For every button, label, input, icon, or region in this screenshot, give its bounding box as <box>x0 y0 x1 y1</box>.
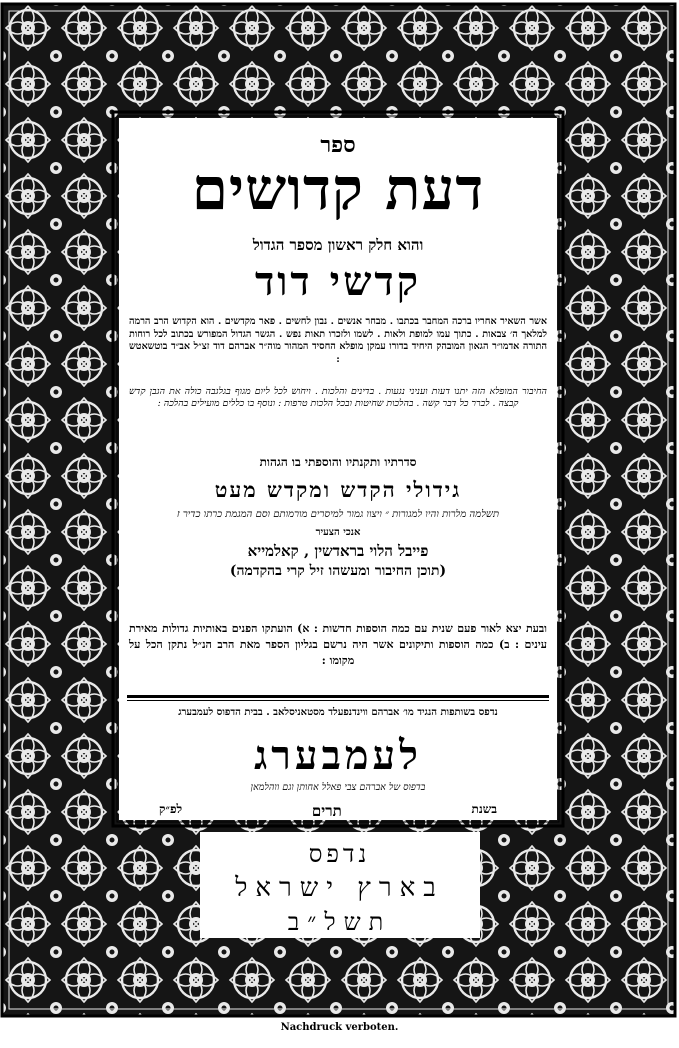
anochi-line: אנכי הצעיר <box>315 527 361 538</box>
footer-note: Nachdruck verboten. <box>280 1022 399 1033</box>
year-row <box>159 802 497 821</box>
book-name: קדשי דוד <box>254 258 422 305</box>
author-place: קאלמייא <box>247 542 299 560</box>
divider-thick <box>127 695 549 698</box>
press-line: בדפוס של אברהם צבי פאלל אחותן וגם ווהלמאן <box>250 782 426 793</box>
reprint-place: בארץ ישראל <box>235 873 444 903</box>
divider-thin <box>127 700 549 701</box>
new-edition-paragraph: ובעת יצא לאור פעם שנית עם כמה הוספות חדשות : א) הועתקו הפנים באותיות גדולות מאירת עינים : ב) כמה הוספות ותיקונים אשר היה נרשם בגליון הספר מאת הרב הנ״ל נתקן הכל על מקומו : <box>129 622 547 667</box>
publisher-line: נדפס בשותפות הנגיד מו׳ אברהם ווינדנפעלד מסטאניסלאב . בבית הדפוס לעמבערג <box>178 707 498 718</box>
title-panel <box>119 118 557 820</box>
sefer-heading: ספר <box>320 132 356 158</box>
editor-intro: סדרתיו ותקנתיו והוספתי בו הגהות <box>259 455 417 469</box>
author-line <box>119 542 557 561</box>
year-suffix: לפ״ק <box>159 802 183 816</box>
year-value: תרים <box>311 802 342 820</box>
city-name: לעמבערג <box>254 732 422 779</box>
praise-paragraph: אשר השאיר אחריו ברכה המחבר בכתבו . מבחר אנשים . נבון לחשים . פאר מקדשים . הוא הקדוש הרב הרמה למלאך ה׳ צבאות . כתוך עמו למופת ולאות . לשמו ולזכרו תאות נפש . הגשר הגדול המפורש בכתוב לכל רוחות התורה אדמו״ר הגאון המובהק היחיד בדורו עמקן מופלא החסיד המהור מוה״ר אברהם דוד זצ״ל אב״ד בוטשאטש : <box>129 316 547 365</box>
glosses-title: גידולי הקדש ומקדש מעט <box>214 477 462 502</box>
author-name: פייבל הלוי בראדשין , <box>303 542 429 560</box>
reprint-year: תשל״ב <box>287 908 392 936</box>
subtitle: והוא חלק ראשון מספר הגדול <box>252 236 424 254</box>
main-title: דעת קדושים <box>191 155 485 223</box>
glosses-description: תשלמה מלרות והיו למגורות ״ ויצוו גמור למיסרים מורמותם וסם המגמת כרתו כדיר ז <box>176 509 500 520</box>
year-prefix: בשנת <box>471 802 497 816</box>
contents-note: (תוכן החיבור ומעשהו זיל קרי בהקדמה) <box>229 563 447 579</box>
reprint-printed: נדפס <box>308 840 371 868</box>
description-paragraph: החיבור המופלא הזה יתנו דעות ועניני נגעות . בדינים והלכות . ויחוש לכל ליום מגוף בגלגבה כולה את הגבן קדש קבצה . לברר כל דבר קשה . בהלכות שחיטות ובכל הלכות טרפות : ונוסף בו כללים מועילים בהלכה : <box>129 386 547 409</box>
